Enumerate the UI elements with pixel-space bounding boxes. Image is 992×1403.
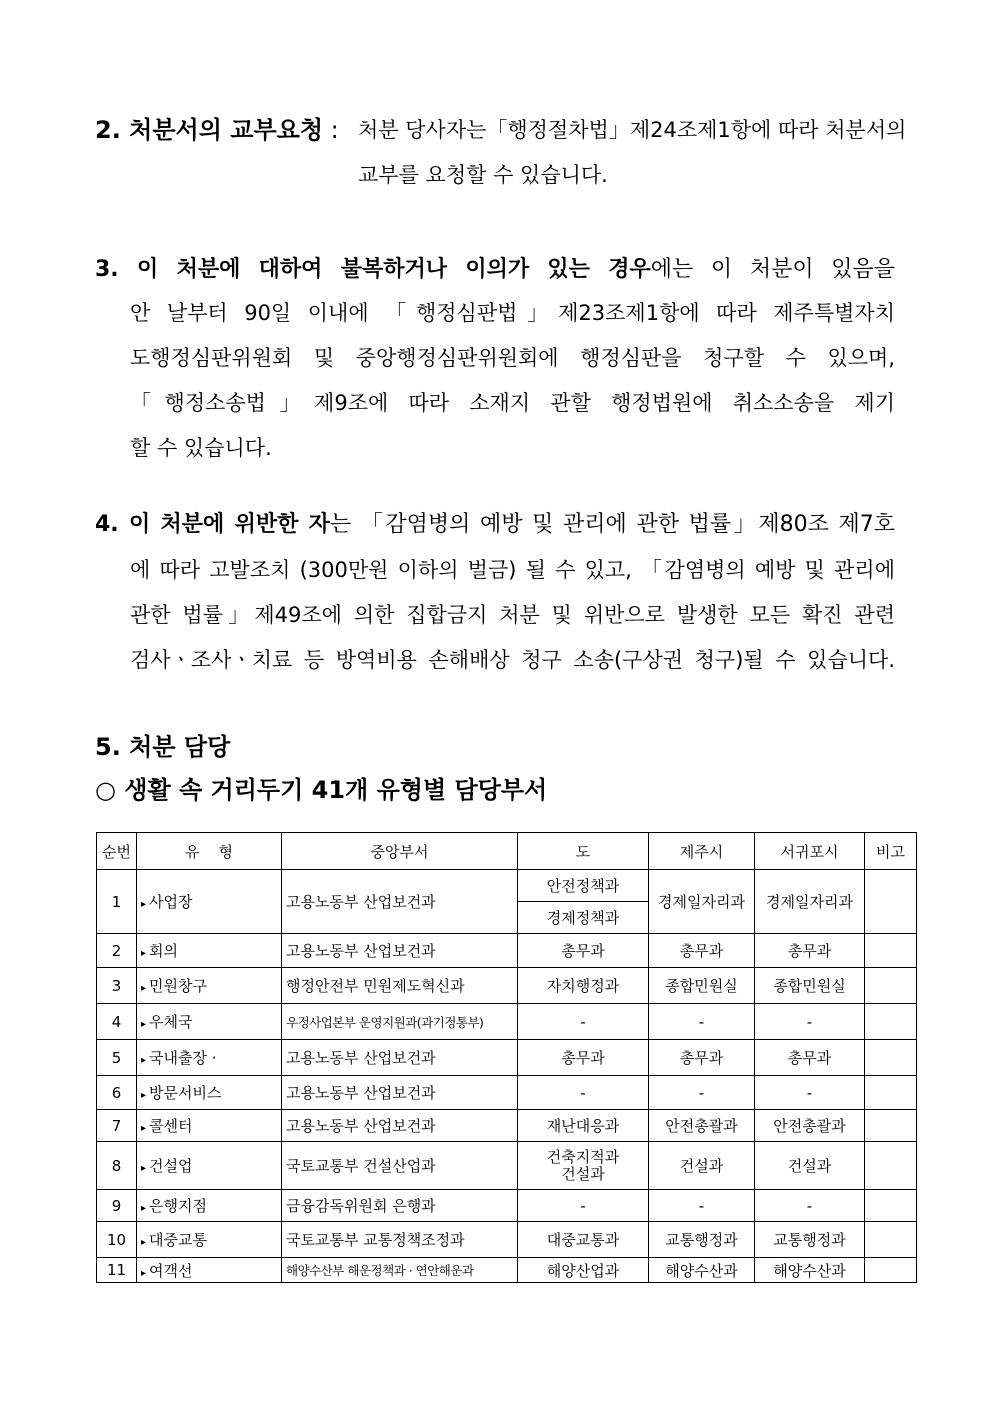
table-row (97, 1110, 917, 1142)
row-no: 10 (97, 1222, 137, 1258)
header-seogwipo: 서귀포시 (755, 833, 865, 870)
row-no: 7 (97, 1110, 137, 1142)
row-type (137, 968, 282, 1004)
section-4-heading-rest: 는 「감염병의 예방 및 관리에 관한 법률」제80조 제7호 (329, 512, 895, 537)
row-do: 대중교통과 (518, 1222, 649, 1258)
row-jeju: 건설과 (649, 1142, 755, 1190)
row-no: 2 (97, 934, 137, 968)
row-type-label: 여객선 (149, 1261, 193, 1280)
header-no: 순번 (97, 833, 137, 870)
row-no: 6 (97, 1076, 137, 1110)
row-central: 고용노동부 산업보건과 (282, 1040, 518, 1076)
row-note (865, 934, 917, 968)
arrow-icon: ▸ (141, 1019, 147, 1030)
table-header-row (97, 833, 917, 870)
header-type: 유 형 (137, 833, 282, 870)
row-jeju: - (649, 1004, 755, 1040)
section-2-line-1: 처분 당사자는「행정절차법」제24조제1항에 따라 처분서의 (358, 118, 907, 142)
section-3-line-1: 안 날부터 90일 이내에 「행정심판법」제23조제1항에 따라 제주특별자치 (130, 301, 895, 325)
table-row (97, 1040, 917, 1076)
section-3-heading: 3. 이 처분에 대하여 불복하거나 이의가 있는 경우 (95, 257, 651, 282)
row-seogwipo: 종합민원실 (755, 968, 865, 1004)
row-type-label: 국내출장 · (149, 1049, 217, 1067)
section-2-title (95, 115, 339, 145)
row-central: 국토교통부 건설산업과 (282, 1142, 518, 1190)
arrow-icon: ▸ (141, 1163, 147, 1174)
table-row (97, 1142, 917, 1190)
row-jeju: 안전총괄과 (649, 1110, 755, 1142)
arrow-icon: ▸ (141, 1090, 147, 1101)
row-type-label: 민원창구 (149, 977, 207, 995)
row-central: 고용노동부 산업보건과 (282, 934, 518, 968)
header-central: 중앙부서 (282, 833, 518, 870)
row-note (865, 1190, 917, 1222)
section-2-line-2: 교부를 요청할 수 있습니다. (358, 163, 608, 187)
row-do (518, 1142, 649, 1190)
arrow-icon: ▸ (141, 1055, 147, 1066)
section-3-line-4: 할 수 있습니다. (130, 436, 272, 460)
row-type-label: 사업장 (149, 893, 193, 911)
row-type-label: 우체국 (149, 1013, 193, 1031)
row-note (865, 1222, 917, 1258)
row-seogwipo: 교통행정과 (755, 1222, 865, 1258)
row-jeju: - (649, 1190, 755, 1222)
table-row (97, 1190, 917, 1222)
row-type-label: 회의 (149, 942, 179, 960)
row-note (865, 1004, 917, 1040)
row-type (137, 1190, 282, 1222)
row-do: - (518, 1004, 649, 1040)
row-jeju: 교통행정과 (649, 1222, 755, 1258)
table-row (97, 1004, 917, 1040)
section-3-line-3: 「행정소송법」제9조에 따라 소재지 관할 행정법원에 취소소송을 제기 (130, 391, 895, 415)
row-type-label: 방문서비스 (149, 1084, 222, 1102)
row-do: 경제정책과 (518, 902, 649, 934)
row-jeju: 종합민원실 (649, 968, 755, 1004)
row-central: 금융감독위원회 은행과 (282, 1190, 518, 1222)
section-2-colon: : (323, 116, 339, 144)
row-do: 해양산업과 (518, 1258, 649, 1283)
arrow-icon: ▸ (141, 948, 147, 959)
row-note (865, 1076, 917, 1110)
row-do: 재난대응과 (518, 1110, 649, 1142)
row-no: 9 (97, 1190, 137, 1222)
section-4-line-1: 에 따라 고발조치 (300만원 이하의 벌금) 될 수 있고, 「감염병의 예방 및 관리에 (130, 558, 895, 582)
row-type (137, 1040, 282, 1076)
row-type (137, 1004, 282, 1040)
section-5-title: 5. 처분 담당 (95, 733, 231, 761)
section-4-line-2: 관한 법률」제49조에 의한 집합금지 처분 및 위반으로 발생한 모든 확진 관련 (130, 603, 895, 627)
row-central: 우정사업본부 운영지원과(과기정통부) (282, 1004, 518, 1040)
row-type (137, 1258, 282, 1283)
row-type (137, 1142, 282, 1190)
row-no: 1 (97, 870, 137, 934)
header-do: 도 (518, 833, 649, 870)
row-type (137, 1110, 282, 1142)
arrow-icon: ▸ (141, 1203, 147, 1214)
section-4-heading: 4. 이 처분에 위반한 자 (95, 512, 330, 537)
row-type (137, 1076, 282, 1110)
row-seogwipo: 해양수산과 (755, 1258, 865, 1283)
row-do: 총무과 (518, 1040, 649, 1076)
row-no: 8 (97, 1142, 137, 1190)
section-4-line-3: 검사ㆍ조사ㆍ치료 등 방역비용 손해배상 청구 소송(구상권 청구)될 수 있습니다. (130, 648, 895, 672)
row-do: - (518, 1076, 649, 1110)
row-seogwipo: - (755, 1076, 865, 1110)
row-type (137, 1222, 282, 1258)
section-3-line-2: 도행정심판위원회 및 중앙행정심판위원회에 행정심판을 청구할 수 있으며, (130, 346, 895, 370)
row-seogwipo: - (755, 1190, 865, 1222)
table-row (97, 1222, 917, 1258)
row-do: - (518, 1190, 649, 1222)
row-type-label: 대중교통 (149, 1231, 207, 1249)
row-note (865, 1258, 917, 1283)
row-central: 고용노동부 산업보건과 (282, 1110, 518, 1142)
row-seogwipo: 총무과 (755, 1040, 865, 1076)
header-note: 비고 (865, 833, 917, 870)
row-seogwipo: 총무과 (755, 934, 865, 968)
row-central: 고용노동부 산업보건과 (282, 1076, 518, 1110)
row-seogwipo: - (755, 1004, 865, 1040)
row-seogwipo: 경제일자리과 (755, 870, 865, 934)
section-5-subtitle: ○ 생활 속 거리두기 41개 유형별 담당부서 (95, 776, 548, 804)
arrow-icon: ▸ (141, 1123, 147, 1134)
department-table (96, 832, 917, 1283)
section-4-first-line (95, 510, 895, 540)
row-note (865, 1142, 917, 1190)
row-type (137, 870, 282, 934)
row-note (865, 1040, 917, 1076)
row-note (865, 968, 917, 1004)
row-do-part-2: 건설과 (561, 1164, 605, 1183)
arrow-icon: ▸ (141, 1237, 147, 1248)
table-row (97, 1258, 917, 1283)
row-jeju: 총무과 (649, 934, 755, 968)
row-no: 3 (97, 968, 137, 1004)
row-seogwipo: 건설과 (755, 1142, 865, 1190)
row-jeju: 해양수산과 (649, 1258, 755, 1283)
row-central: 국토교통부 교통정책조정과 (282, 1222, 518, 1258)
row-type (137, 934, 282, 968)
row-do: 총무과 (518, 934, 649, 968)
row-type-label: 건설업 (149, 1157, 193, 1175)
section-2-heading: 2. 처분서의 교부요청 (95, 116, 323, 144)
table-row (97, 1076, 917, 1110)
row-note (865, 870, 917, 934)
table-row (97, 934, 917, 968)
row-do: 자치행정과 (518, 968, 649, 1004)
table-row (97, 870, 917, 902)
section-3-heading-rest: 에는 이 처분이 있음을 (650, 257, 895, 282)
arrow-icon: ▸ (141, 1267, 147, 1279)
row-central: 고용노동부 산업보건과 (282, 870, 518, 934)
table-row (97, 968, 917, 1004)
row-type-label: 은행지점 (149, 1197, 207, 1215)
row-jeju: - (649, 1076, 755, 1110)
row-jeju: 총무과 (649, 1040, 755, 1076)
row-seogwipo: 안전총괄과 (755, 1110, 865, 1142)
row-do: 안전정책과 (518, 870, 649, 902)
row-no: 5 (97, 1040, 137, 1076)
row-do-part-1: 건축지적과 (546, 1147, 620, 1166)
row-central: 행정안전부 민원제도혁신과 (282, 968, 518, 1004)
section-3-first-line (95, 255, 895, 285)
header-jeju: 제주시 (649, 833, 755, 870)
row-note (865, 1110, 917, 1142)
arrow-icon: ▸ (141, 983, 147, 994)
row-jeju: 경제일자리과 (649, 870, 755, 934)
row-type-label: 콜센터 (149, 1117, 193, 1135)
row-no: 4 (97, 1004, 137, 1040)
row-no: 11 (97, 1258, 137, 1283)
arrow-icon: ▸ (141, 899, 147, 910)
row-central: 해양수산부 해운정책과 · 연안해운과 (282, 1258, 518, 1283)
